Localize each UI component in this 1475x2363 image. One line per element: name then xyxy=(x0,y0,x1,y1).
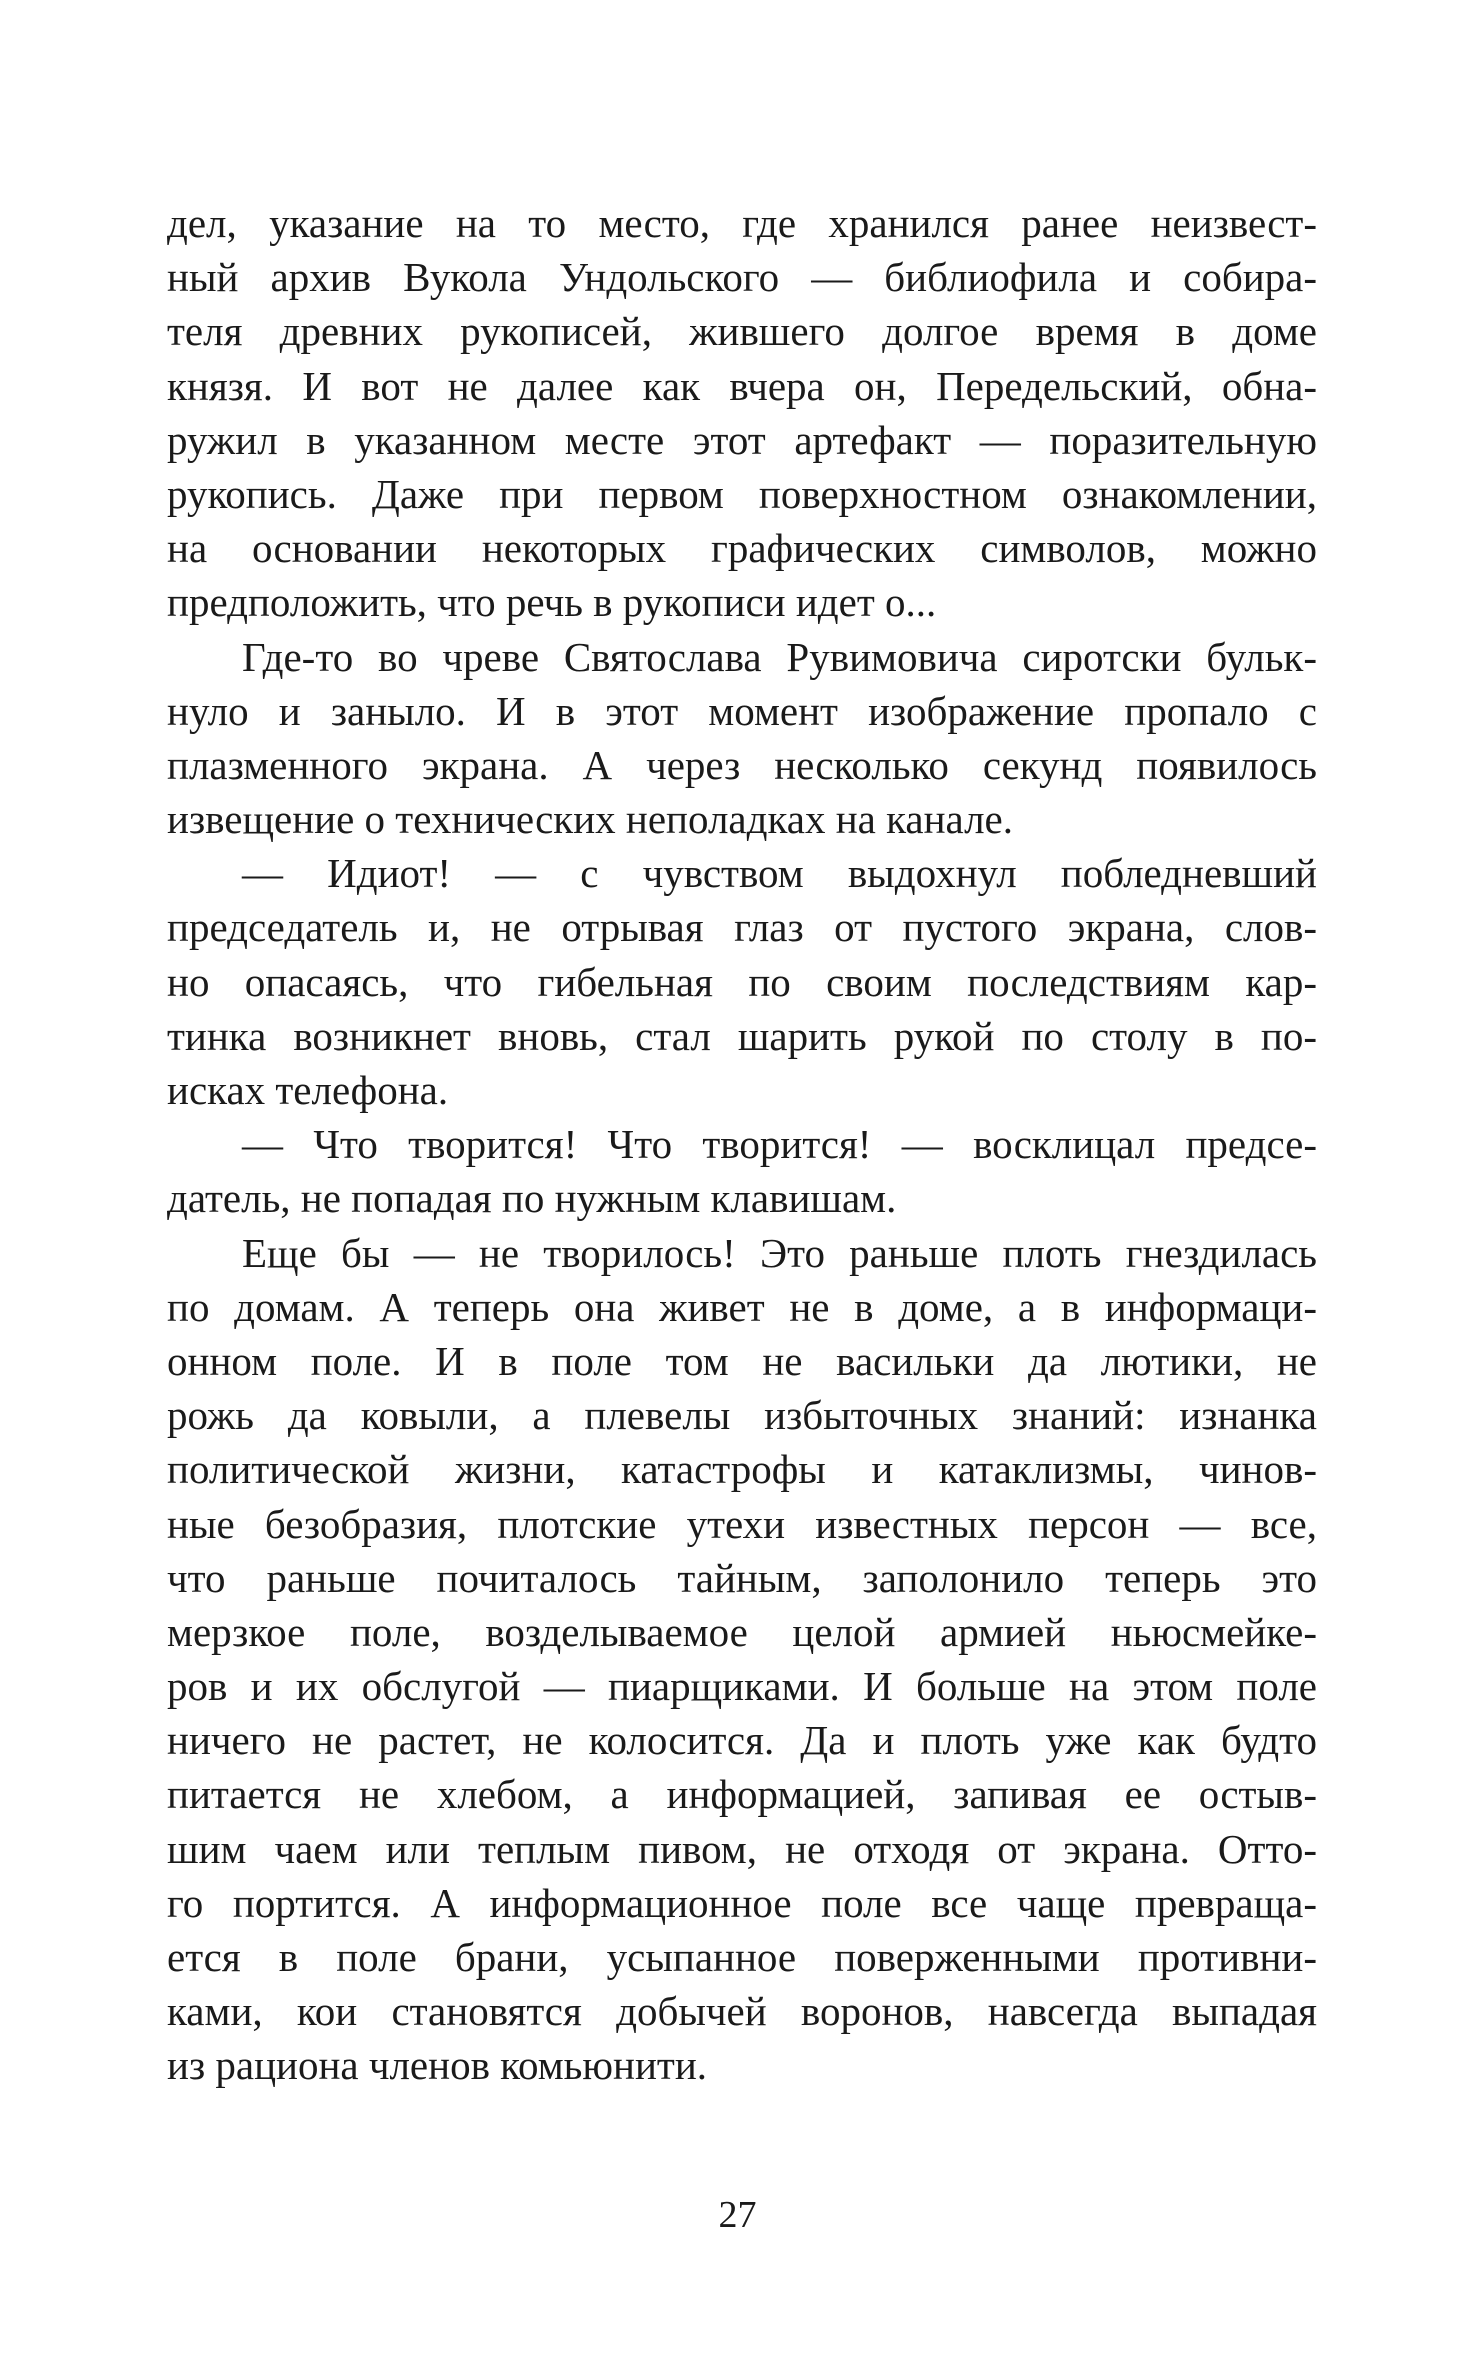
text-line: предположить, что речь в рукописи идет о... xyxy=(167,579,937,626)
paragraph-first-line: Еще бы — не творилось! Это раньше плоть гнездилась xyxy=(242,1229,1317,1276)
text-line: ный архив Вукола Ундольского — библиофила и собира- xyxy=(167,254,1317,301)
text-line: исках телефона. xyxy=(167,1067,449,1113)
paragraph-first-line: дел, указание на то место, где хранился ранее неизвест- xyxy=(167,200,1317,246)
text-line: из рациона членов комьюнити. xyxy=(167,2042,708,2089)
text-line: нуло и заныло. И в этот момент изображение пропало с xyxy=(167,687,1317,734)
text-line: рукопись. Даже при первом поверхностном ознакомлении, xyxy=(167,470,1317,517)
text-line: ные безобразия, плотские утехи известных персон — все, xyxy=(167,1500,1317,1547)
text-line: политической жизни, катастрофы и катаклизмы, чинов- xyxy=(167,1446,1317,1493)
text-line: князя. И вот не далее как вчера он, Передельский, обна- xyxy=(167,362,1317,409)
text-line: что раньше почиталось тайным, заполонило теперь это xyxy=(167,1554,1317,1601)
text-line: на основании некоторых графических символов, можно xyxy=(167,525,1317,572)
text-line: по домам. А теперь она живет не в доме, а в информаци- xyxy=(167,1283,1317,1330)
text-line: го портится. А информационное поле все чаще превраща- xyxy=(167,1879,1317,1926)
body-text xyxy=(167,196,1317,2093)
text-line: тинка возникнет вновь, стал шарить рукой по столу в по- xyxy=(167,1012,1317,1059)
paragraph-first-line: — Идиот! — с чувством выдохнул побледневший xyxy=(242,850,1317,897)
text-line: извещение о технических неполадках на канале. xyxy=(167,796,1014,843)
text-line: ничего не растет, не колосится. Да и плоть уже как будто xyxy=(167,1717,1317,1764)
text-line: питается не хлебом, а информацией, запивая ее остыв- xyxy=(167,1771,1317,1818)
text-line: теля древних рукописей, жившего долгое время в доме xyxy=(167,308,1317,355)
text-line: рожь да ковыли, а плевелы избыточных знаний: изнанка xyxy=(167,1392,1317,1439)
text-line: онном поле. И в поле том не васильки да лютики, не xyxy=(167,1337,1317,1384)
text-line: ками, кои становятся добычей воронов, навсегда выпадая xyxy=(167,1988,1317,2035)
text-line: но опасаясь, что гибельная по своим последствиям кар- xyxy=(167,958,1317,1005)
text-line: мерзкое поле, возделываемое целой армией ньюсмейке- xyxy=(167,1608,1317,1655)
text-line: ется в поле брани, усыпанное поверженными противни- xyxy=(167,1934,1317,1980)
paragraph-first-line: Где-то во чреве Святослава Рувимовича сиротски бульк- xyxy=(242,633,1317,680)
text-line: плазменного экрана. А через несколько секунд появилось xyxy=(167,741,1317,788)
text-line: датель, не попадая по нужным клавишам. xyxy=(167,1175,897,1222)
text-line: ров и их обслугой — пиарщиками. И больше на этом поле xyxy=(167,1663,1317,1710)
text-line: председатель и, не отрывая глаз от пустого экрана, слов- xyxy=(167,904,1317,951)
page-number: 27 xyxy=(718,2194,757,2236)
text-line: шим чаем или теплым пивом, не отходя от экрана. Отто- xyxy=(167,1825,1317,1872)
text-line: ружил в указанном месте этот артефакт — поразительную xyxy=(167,416,1317,463)
paragraph-first-line: — Что творится! Что творится! — восклицал предсе- xyxy=(242,1121,1317,1168)
